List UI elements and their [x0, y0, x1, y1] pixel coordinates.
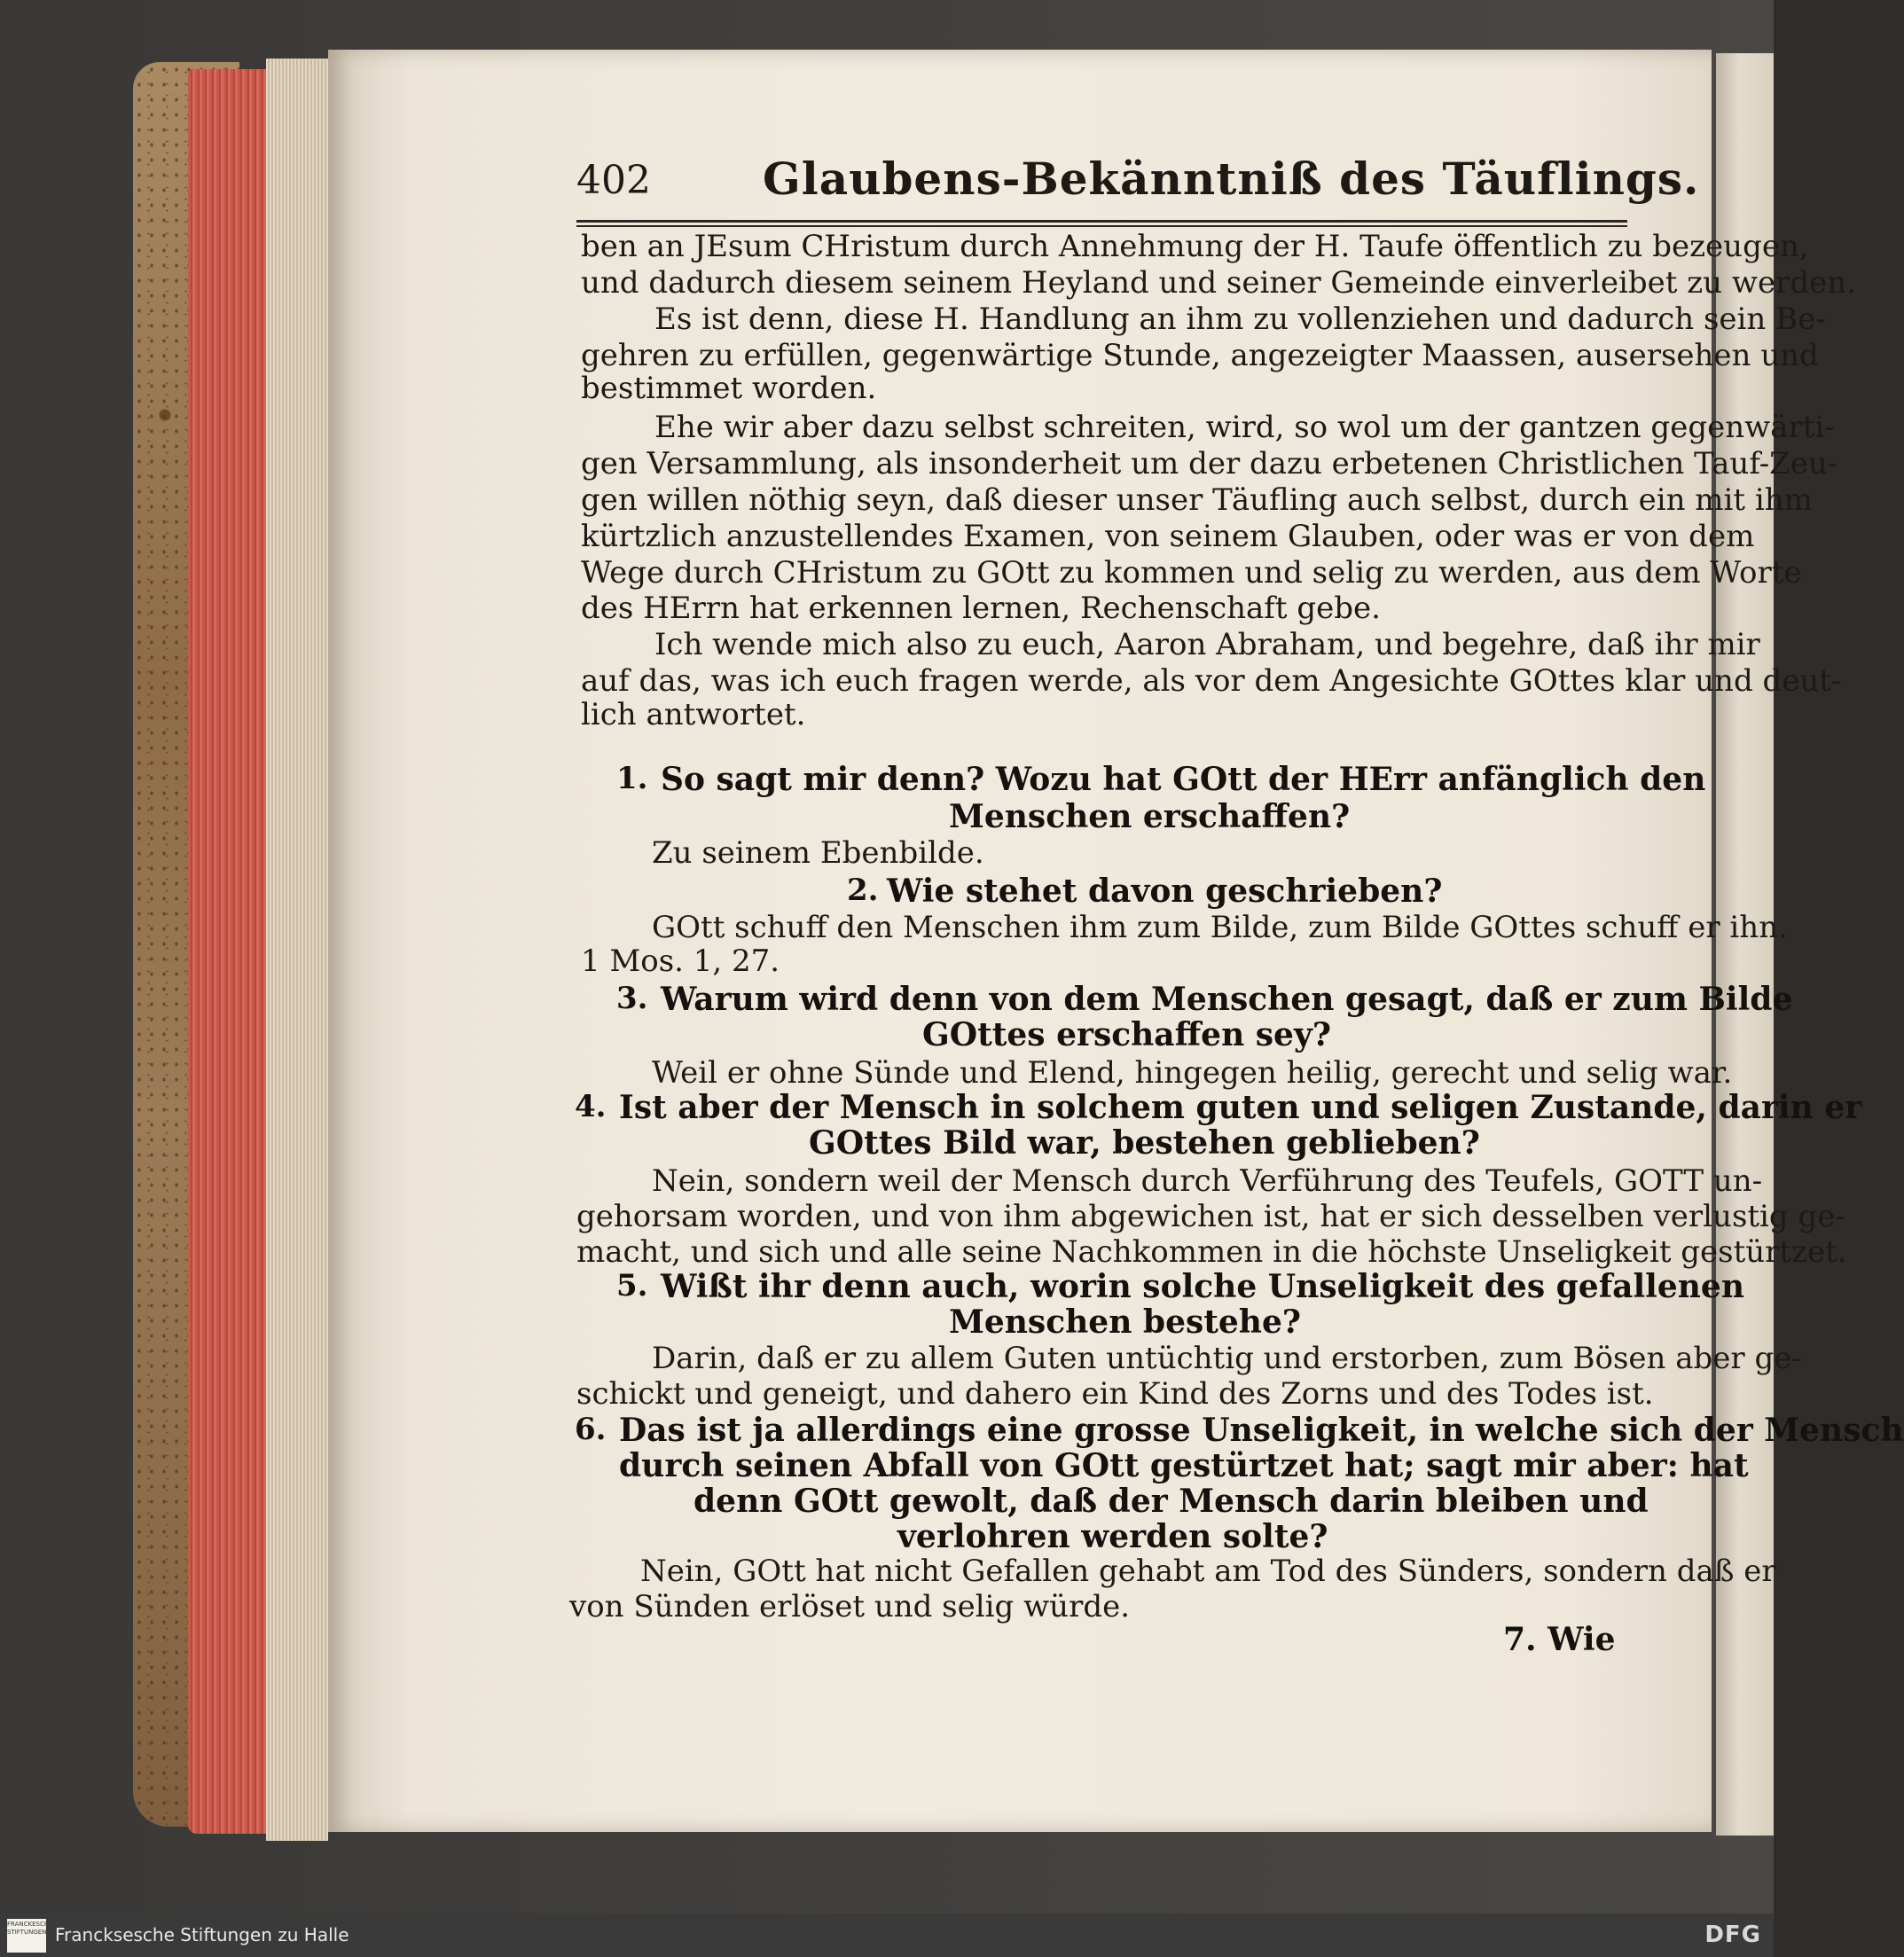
answer-line: Darin, daß er zu allem Guten untüchtig und erstorben, zum Bösen aber ge-	[652, 1341, 1802, 1376]
intro-line: Es ist denn, diese H. Handlung an ihm zu vollenziehen und dadurch sein Be-	[654, 301, 1826, 337]
dfg-logo: DFG	[1704, 1922, 1761, 1948]
question-number: 5.	[616, 1268, 648, 1303]
question-line: So sagt mir denn? Wozu hat GOtt der HErr anfänglich den	[661, 761, 1706, 798]
question-number: 3.	[616, 981, 648, 1016]
page-stack	[266, 59, 328, 1841]
institution-label: Francksesche Stiftungen zu Halle	[55, 1924, 349, 1945]
question-line: verlohren werden solte?	[897, 1518, 1328, 1555]
answer-line: von Sünden erlöset und selig würde.	[569, 1589, 1131, 1624]
intro-line: gen Versammlung, als insonderheit um der dazu erbetenen Christlichen Tauf-Zeu-	[581, 446, 1838, 481]
intro-line: gehren zu erfüllen, gegenwärtige Stunde, angezeigter Maassen, ausersehen und	[581, 338, 1819, 373]
page-number: 402	[576, 158, 651, 203]
intro-line: Ich wende mich also zu euch, Aaron Abraham, und begehre, daß ihr mir	[654, 627, 1760, 662]
question-line: durch seinen Abfall von GOtt gestürtzet hat; sagt mir aber: hat	[619, 1447, 1749, 1484]
intro-line: des HErrn hat erkennen lernen, Rechenschaft gebe.	[581, 591, 1381, 626]
question-line: Menschen erschaffen?	[949, 798, 1351, 835]
answer-line: Weil er ohne Sünde und Elend, hingegen heilig, gerecht und selig war.	[652, 1055, 1733, 1091]
intro-line: gen willen nöthig seyn, daß dieser unser Täufling auch selbst, durch ein mit ihm	[581, 482, 1813, 518]
catchword: 7. Wie	[1503, 1621, 1616, 1658]
intro-line: ben an JEsum CHristum durch Annehmung der H. Taufe öffentlich zu bezeugen,	[581, 229, 1809, 264]
question-line: Wißt ihr denn auch, worin solche Unseligkeit des gefallenen	[661, 1268, 1745, 1305]
answer-line: 1 Mos. 1, 27.	[581, 943, 780, 979]
intro-line: und dadurch diesem seinem Heyland und seiner Gemeinde einverleibet zu werden.	[581, 265, 1856, 301]
running-head: Glaubens-Bekänntniß des Täuflings.	[763, 153, 1700, 205]
answer-line: macht, und sich und alle seine Nachkommen in die höchste Unseligkeit gestürtzet.	[576, 1234, 1847, 1270]
question-line: Menschen bestehe?	[949, 1303, 1301, 1341]
answer-line: Nein, GOtt hat nicht Gefallen gehabt am Tod des Sünders, sondern daß er	[640, 1554, 1776, 1589]
answer-line: schickt und geneigt, und dahero ein Kind des Zorns und des Todes ist.	[576, 1376, 1654, 1412]
answer-line: Nein, sondern weil der Mensch durch Verführung des Teufels, GOTT un-	[652, 1163, 1763, 1199]
intro-line: auf das, was ich euch fragen werde, als vor dem Angesichte GOttes klar und deut-	[581, 663, 1842, 699]
header-rule	[576, 220, 1627, 227]
institution-logo	[7, 1919, 53, 1953]
intro-line: kürtzlich anzustellendes Examen, von seinem Glauben, oder was er von dem	[581, 519, 1755, 554]
intro-line: lich antwortet.	[581, 697, 806, 732]
question-number: 4.	[575, 1089, 607, 1124]
question-line: Warum wird denn von dem Menschen gesagt, daß er zum Bilde	[661, 981, 1793, 1018]
answer-line: Zu seinem Ebenbilde.	[652, 835, 984, 871]
answer-line: gehorsam worden, und von ihm abgewichen ist, hat er sich desselben verlustig ge-	[576, 1199, 1845, 1234]
answer-line: GOtt schuff den Menschen ihm zum Bilde, zum Bilde GOttes schuff er ihn.	[652, 910, 1788, 945]
logo-text: FRANCKESCHE STIFTUNGEN	[7, 1921, 53, 1936]
question-line: GOttes erschaffen sey?	[922, 1016, 1331, 1053]
question-line: GOttes Bild war, bestehen geblieben?	[809, 1124, 1480, 1162]
question-line: Das ist ja allerdings eine grosse Unseligkeit, in welche sich der Mensch	[619, 1412, 1904, 1449]
question-line: denn GOtt gewolt, daß der Mensch darin bleiben und	[693, 1483, 1649, 1520]
intro-line: bestimmet worden.	[581, 371, 877, 406]
question-line: Wie stehet davon geschrieben?	[887, 873, 1443, 910]
question-number: 1.	[616, 761, 648, 796]
viewer-footer	[0, 1914, 1774, 1957]
intro-line: Ehe wir aber dazu selbst schreiten, wird, so wol um der gantzen gegenwärti-	[654, 410, 1835, 445]
question-line: Ist aber der Mensch in solchem guten und seligen Zustande, darin er	[619, 1089, 1862, 1126]
question-number: 6.	[575, 1412, 607, 1447]
intro-line: Wege durch CHristum zu GOtt zu kommen und selig zu werden, aus dem Worte	[581, 555, 1802, 591]
question-number: 2.	[847, 873, 879, 908]
